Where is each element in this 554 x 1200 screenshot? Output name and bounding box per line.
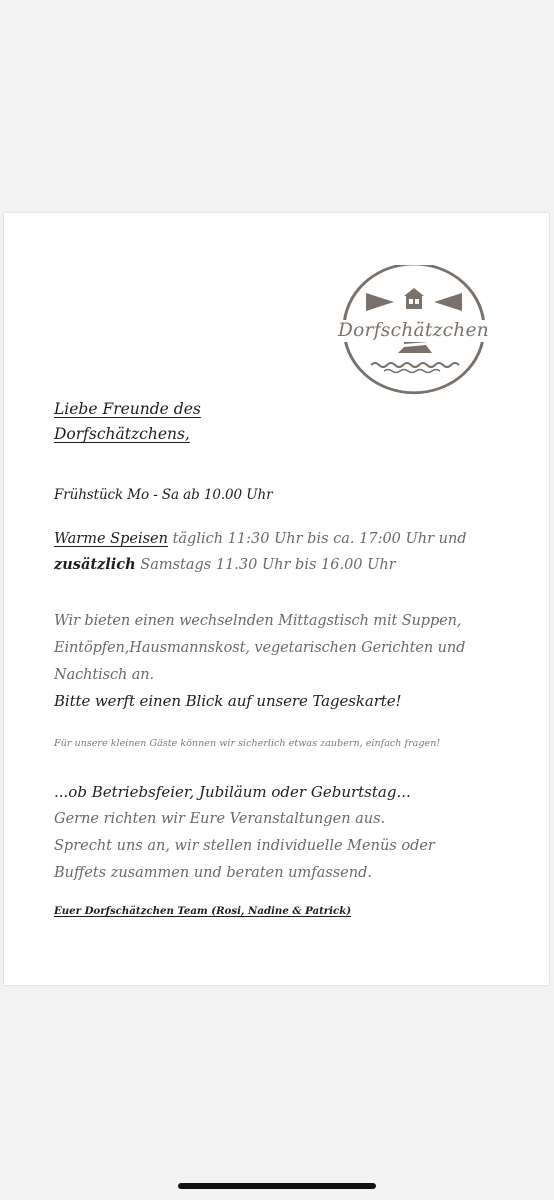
warm-food-weekday: täglich 11:30 Uhr bis ca. 17:00 Uhr und (167, 531, 467, 547)
warm-food-saturday: Samstags 11.30 Uhr bis 16.00 Uhr (135, 557, 396, 573)
lunch-line-3: Nachtisch an. (54, 667, 155, 683)
logo-wordmark: Dorfschätzchen (326, 320, 501, 342)
greeting-line-1: Liebe Freunde des (54, 400, 201, 418)
events-section (54, 779, 435, 887)
home-indicator[interactable] (178, 1183, 376, 1189)
greeting-line-2: Dorfschätzchens, (54, 425, 190, 443)
warm-food-extra-label: zusätzlich (54, 556, 136, 573)
events-line-1: Gerne richten wir Eure Veranstaltungen aus. (54, 811, 386, 827)
kids-note: Für unsere kleinen Gäste können wir sicherlich etwas zaubern, einfach fragen! (54, 738, 441, 749)
team-signature: Euer Dorfschätzchen Team (Rosi, Nadine & Patrick) (54, 905, 352, 917)
events-title: ...ob Betriebsfeier, Jubiläum oder Geburtstag... (54, 783, 411, 801)
greeting (54, 397, 201, 447)
lunch-line-2: Eintöpfen,Hausmannskost, vegetarischen Gerichten und (54, 640, 466, 656)
menu-page (4, 213, 549, 985)
dorfschaetzchen-logo (326, 265, 501, 395)
breakfast-hours: Frühstück Mo - Sa ab 10.00 Uhr (54, 487, 273, 503)
events-line-3: Buffets zusammen und beraten umfassend. (54, 865, 372, 881)
events-line-2: Sprecht uns an, wir stellen individuelle Menüs oder (54, 838, 435, 854)
lunch-description (54, 608, 465, 713)
warm-food-label: Warme Speisen (54, 531, 168, 547)
lunch-line-1: Wir bieten einen wechselnden Mittagstisch mit Suppen, (54, 613, 462, 629)
warm-food-hours (54, 527, 467, 578)
lunch-line-4: Bitte werft einen Blick auf unsere Tageskarte! (54, 692, 402, 710)
